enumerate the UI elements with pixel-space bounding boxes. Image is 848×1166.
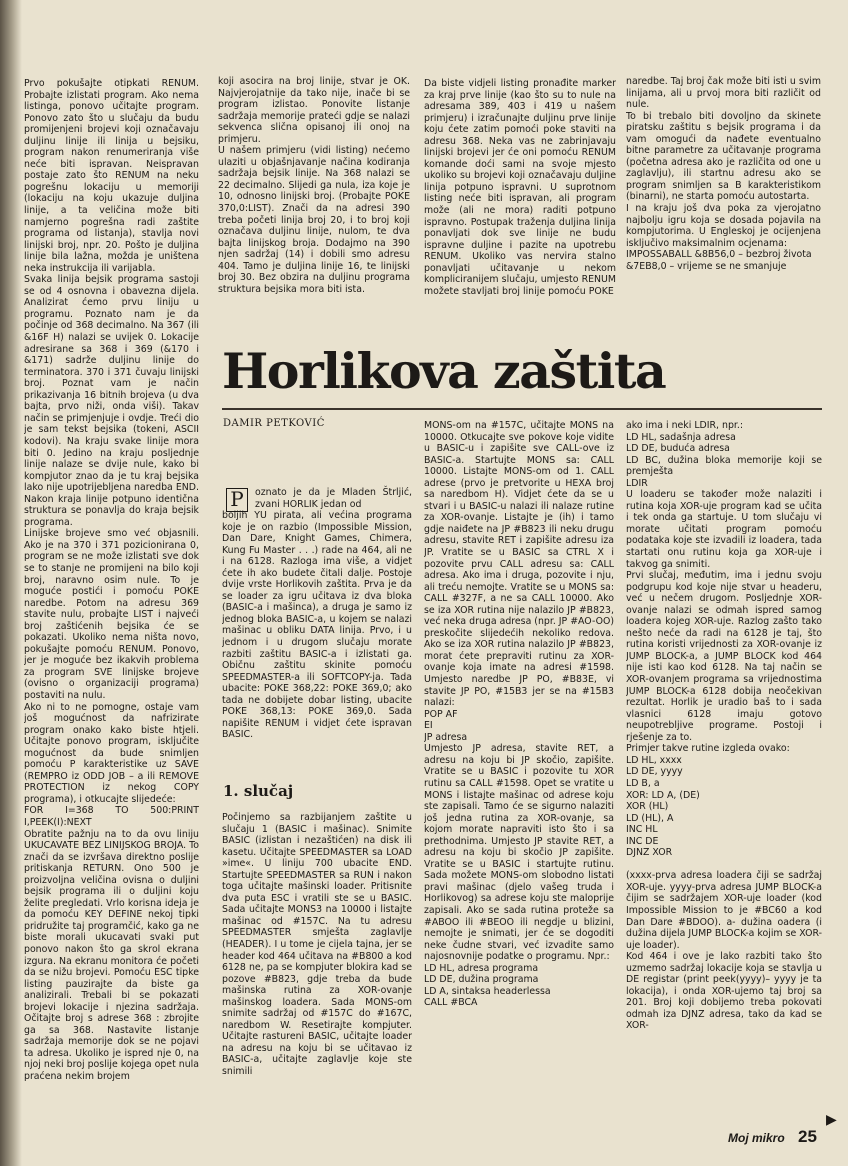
column-6-text: Počinjemo sa razbijanjem zaštite u slučaju 1 (BASIC i mašinac). Snimite BASIC (izlistan i nezaštićen) na disk ili kasetu. Učitajte SPEEDMASTER sa LOAD »ime«. U liniju 700 ubacite END. Startujte SPEEDMASTER sa RUN i nakon toga učitajte mašinski loader. Pritisnite dva puta ESC i vratili ste se u BASIC. Sada učitajte MONS3 na 10000 i listajte mašinac od #157C. Na tu adresu SPEEDMASTER smješta zaglavlje (HEADER). I u tome je cijela tajna, jer se header kod 464 učitava na #B800 a kod 6128 ne, pa se kompjuter blokira kad se pozove #B823, gdje treba da bude mašinska rutina za XOR-ovanje mašinskog loadera. Sada MONS-om snimite sadržaj od #157C do #167C, naredbom W. Resetirajte kompjuter. Učitajte rastureni BASIC, učitajte loader na adresu na koju bi se učitavao iz BASIC-a, učitajte zaglavlje koje ste snimili: [222, 812, 412, 1078]
column-7-text: MONS-om na #157C, učitajte MONS na 10000. Otkucajte sve pokove koje vidite u BASIC-u i zapišite sve CALL-ove iz BASIC-a. Startujte MONS sa: CALL 10000. Listajte MONS-om od 1. CALL adrese (prvo je pretvorite u HEXA broj sa naredbom H). Vidjet ćete da se u stvari i u BASIC-u nalazi ili nalaze rutine za XOR-ovanje. Listajte je (ih) i tamo gdje naiđete na JP #B823 ili neku drugu adresu, stavite RET i zapišite adresu iza JP. Vratite se u BASIC sa CTRL X i pozovite prvu CALL adresu sa: CALL adresa. Ako ima i druga, pozovite i nju, ali treću nemojte. Vratite se u MONS sa: CALL #327F, a ne sa CALL 10000. Ako se iza XOR rutina nije nalazilo JP #B823, već neka druga adresa (npr. JP #AO-OO) preskočite slijedećih nekoliko redova. Ako se iza XOR rutina nalazilo JP #B823, morat ćete prepraviti rutinu za XOR-ovanje koja imate na adresi #1598. Umjesto naredbe JP PO, #B83E, vi stavite JP PO, #15B3 jer se na #15B3 nalazi: POP AF EI JP adresa Umjesto JP adresa, stavite RET, a adresu na koju bi JP skočio, zapišite. Vratite se u BASIC i pozovite tu XOR rutinu sa CALL #1598. Opet se vratite u MONS i listajte mašinac od adrese koju ste zapisali. Tamo će se sigurno nalaziti još jedna rutina za XOR-ovanje, sa kojom morate napraviti isto što i sa prethodnima. Umjesto JP stavite RET, a adresu na koju bi skočio JP zapišite. Vratite se u BASIC i startujte rutinu. Sada možete MONS-om slobodno listati pravi mašinac (djelo vašeg truda i Horlikovog) sa adrese koju ste maloprije zapisali. Ako se sada rutina proteže sa #ABOO ili #BEOO ili negdje u blizini, nemojte je snimati, jer će se dogoditi neke čudne stvari, već izvadite samo najosnovnije podatke o programu. Npr.: LD HL, adresa programa LD DE, dužina programa LD A, sintaksa headerlessa CALL #BCA: [424, 420, 614, 1009]
footer-magazine-name: Moj mikro: [728, 1131, 785, 1145]
section-title-case-1: 1. slučaj: [223, 782, 294, 800]
page-binding-shadow: [0, 0, 22, 1166]
column-3-text: Da biste vidjeli listing pronađite marker za kraj prve linije (kao što su to nule na adresama 389, 403 i 419 u našem primjeru) i izračunajte duljinu prve linije koju ćete zatim pomoći poke staviti na adresu 368. Neka vas ne zabrinjavaju linijski brojevi jer će oni pomoću RENUM komande doći sami na svoje mjesto ukoliko su brojevi koji označavaju duljine linija potpuno ispravni. U suprotnom listing neće biti ispravan, ali program može (ali ne mora) raditi potpuno ispravno. Postupak traženja duljina linija ponavljati dok sve linije ne budu ispravne duljine i pazite na upotrebu RENUM. Ukoliko vas nervira stalno ponavljati učitavanje u nekom kompliciranijem slučaju, umjesto RENUM možete stavljati broj linije pomoću POKE: [424, 78, 616, 297]
article-headline: Horlikova zaštita: [222, 342, 666, 400]
column-2-text: koji asocira na broj linije, stvar je OK. Najvjerojatnije da tako nije, inače bi se program izlistao. Ponovite listanje sadržaja memorije prateći gdje se nalazi sekvenca slična opisanoj ili onoj na primjeru. U našem primjeru (vidi listing) nećemo ulaziti u objašnjavanje načina kodiranja sadržaja bejsik linije. Na 368 nalazi se 22 decimalno. Slijedi ga nula, iza koje je 10, odnosno linijski broj. (Probajte POKE 370,0:LIST). Znači da na adresi 390 treba početi linija broj 20, i to broj koji označava duljinu linije, nulom, te dva bajta linijskog broja. Dodajmo na 390 njen sadržaj (14) i dobili smo adresu 404. Tamo je duljina linije 16, te linijski broj 30. Bez obzira na duljinu programa struktura bejsika mora biti ista.: [218, 76, 410, 295]
arrow-right-icon: ▶: [826, 1112, 837, 1128]
column-4-text: naredbe. Taj broj čak može biti isti u svim linijama, ali u prvoj mora biti različit od nule. To bi trebalo biti dovoljno da skinete piratsku zaštitu s bejsik programa i da vam omogući da nađete eventualno bitne parametre za učitavanje programa (početna adresa ako je različita od one u zaglavlju), ili startnu adresu ako se program snimljen sa B karakteristikom (binarni), ne starta pomoću autostarta. I na kraju još dva poka za vjerojatno najbolju igru koja se dosada pojavila na kompjutorima. U Engleskoj je ocijenjena isključivo maksimalnim ocjenama: IMPOSSABALL &8B56,0 – bezbroj života &7EB8,0 – vrijeme se ne smanjuje: [626, 76, 821, 272]
article-author: DAMIR PETKOVIĆ: [223, 418, 325, 429]
column-8-text: ako ima i neki LDIR, npr.: LD HL, sadašnja adresa LD DE, buduća adresa LD BC, dužina bloka memorije koji se premješta LDIR U loaderu se također može nalaziti i rutina koja XOR-uje program kad se učita i tek onda ga startuje. U tom slučaju vi morate učitati program pomoću podataka koje ste izvadili iz loadera, tada startati onu rutinu koja ga XOR-uje i takvog ga snimiti. Prvi slučaj, međutim, ima i jednu svoju podgrupu kod koje nije stvar u headeru, već u nečem drugom. Posljednje XOR-ovanje nalazi se odmah ispred samog loadera kojeg XOR-uje. Razlog zašto tako nešto neće da radi na 6128 je taj, što rutina koristi vrijednosti za XOR-ovanje iz JUMP BLOCK-a, a JUMP BLOCK kod 464 nije isti kao kod 6128. Na taj način se XOR-ovanjem programa sa vrijednostima JUMP BLOCK-a 6128 dobija neočekivan rezultat. Horlik je uradio baš to i sada vlasnici 6128 imaju gotovo neupotrebljive programe. Postoji i rješenje za to. Primjer takve rutine izgleda ovako: LD HL, xxxx LD DE, yyyy LD B, a XOR: LD A, (DE) XOR (HL) LD (HL), A INC HL INC DE DJNZ XOR (xxxx-prva adresa loadera čiji se sadržaj XOR-uje. yyyy-prva adresa JUMP BLOCK-a čijim se sadržajem XOR-uje loader (kod Impossible Mission to je #BC60 a kod Dan Dare #BDOO). a- dužina oadera (i dužina dijela JUMP BLOCK-a kojim se XOR-uje loader). Kod 464 i ove je lako razbiti tako što uzmemo sadržaj lokacije koja se stavlja u DE registar (print peek(yyyy)– yyyy je ta lokacija), i onda XOR-ujemo taj broj sa 201. Broj koji dobijemo treba pokovati odmah iza DJNZ adresa, tako da kad se XOR-: [626, 420, 822, 1032]
column-5-text: boljih YU pirata, ali većina programa koje je on razbio (Impossible Mission, Dan Dare, Knight Games, Chimera, Kung Fu Master . . .) rade na 464, ali ne i na 6128. Razloga ima više, a vidjet ćete ih ako budete čitali dalje. Postoje dvije vrste Horlikovih zaštita. Prva je da se loader za igru učitava iz dva bloka (BASIC-a i mašinca), a druga je samo iz jednog bloka BASIC-a, u kojem se nalazi mašinac u obliku DATA linija. Prvo, i u jednom i u drugom slučaju morate razbiti zaštitu BASIC-a i izlistati ga. Običnu zaštitu skinite pomoću SPEEDMASTER-a ili SOFTCOPY-ja. Tada ubacite: POKE 368,22: POKE 369,0; ako tada ne dobijete dobar listing, ubacite POKE 368,13: POKE 369,0. Sada napišite RENUM i vidjet ćete ispravan BASIC.: [222, 510, 412, 741]
headline-rule: [222, 408, 822, 410]
drop-cap: P: [226, 488, 248, 512]
footer-page-number: 25: [798, 1127, 817, 1146]
intro-first-lines: oznato je da je Mladen Štrljić, zvani HORLIK jedan od: [255, 487, 412, 510]
column-1-text: Prvo pokušajte otipkati RENUM. Probajte izlistati program. Ako nema listinga, ponovo učitajte program. Ponovo zato što u slučaju da budu promijenjeni brojevi koji označavaju duljinu linije ili linija u bejsiku, program nakon renumeriranja više neće biti ispravan. Neispravan postaje zato što RENUM na neku pogrešnu lokaciju u memoriji (lokaciju na koju ukazuje duljina linije, a ta veličina može biti namjerno pogrešna radi zaštite programa od listanja), stavlja novi linijski broj, npr. 20. Pošto je duljina linije bila lažna, možda je uništena neka instrukcija ili varijabla. Svaka linija bejsik programa sastoji se od 4 osnovna i obavezna dijela. Analizirat ćemo prvu liniju u programu. Poznato nam je da počinje od 368 decimalno. Na 367 (ili &16F H) nalazi se uvijek 0. Lokacije adresirane sa 368 i 369 (&170 i &171) sadrže duljinu linije do terminatora. 370 i 371 čuvaju linijski broj. Poznat vam je način prikazivanja 16 bitnih brojeva (u dva bajta, prvo niži, onda viši). Takav način se primjenjuje i ovdje. Treći dio je sam tekst bejsika (tokeni, ASCII kodovi). Na kraju svake linije mora biti 0. Jedino na kraju posljednje linije nalaze se dvije nule, kako bi kompjutor znao da je tu kraj bejsika lako nije upotrijebljena naredba END. Nakon kraja linije potpuno identična struktura se ponavlja do kraja bejsik programa. Linijske brojeve smo već objasnili. Ako je na 370 i 371 pozicionirana 0, program se ne može izlistati sve dok se to stanje ne promijeni na bilo koji broj, naravno osim nule. To je moguće postići i pomoću POKE naredbe. Potom na adresu 369 stavite nulu, probajte LIST i najveći broj zaštićenih bejsika će se pokazati. Ukoliko nema ništa novo, pokušajte pomoću RENUM. Ponovo, jer je moguće bez ikakvih problema za program SVE linijske brojeve (ovisno o organizaciji programa) postaviti na nulu. Ako ni to ne pomogne, ostaje vam još mogućnost da nafrizirate program onako kako biste htjeli. Učitajte ponovo program, isključite mogućnost da bude snimljen pomoću P karakteristike uz SAVE (REMPRO iz ODD JOB – a ili REMOVE PROTECTION iz nekog COPY programa), i otkucajte slijedeće: FOR I=368 TO 500:PRINT I,PEEK(I):NEXT Obratite pažnju na to da ovu liniju UKUCAVATE BEZ LINIJSKOG BROJA. To znači da se izvršava direktno poslije pritiskanja RETURN. Ono 500 je proizvoljna veličina ovisna o duljini bejsik programa ili o duljini koju želite pregledati. Vrlo korisna ideja je da pomoću KEY DEFINE nekoj tipki pridružite taj programčić, kako ga ne biste morali ukucavati svaki put ponovo nakon što ga skrol ekrana izgura. Na ekranu monitora će početi da se nižu brojevi. Pomoću ESC tipke listing pauzirajte da biste ga analizirali. Trebali bi se pokazati brojevi lokacije i njezina sadržaja. Očitajte broj s adrese 368 : zbrojite ga sa 368. Nastavite listanje sadržaja memorije dok se ne pojavi ta adresa. Ukoliko je ispred nje 0, na njoj neki broj poslije kojega opet nula praćena nekim brojem: [24, 78, 199, 1083]
